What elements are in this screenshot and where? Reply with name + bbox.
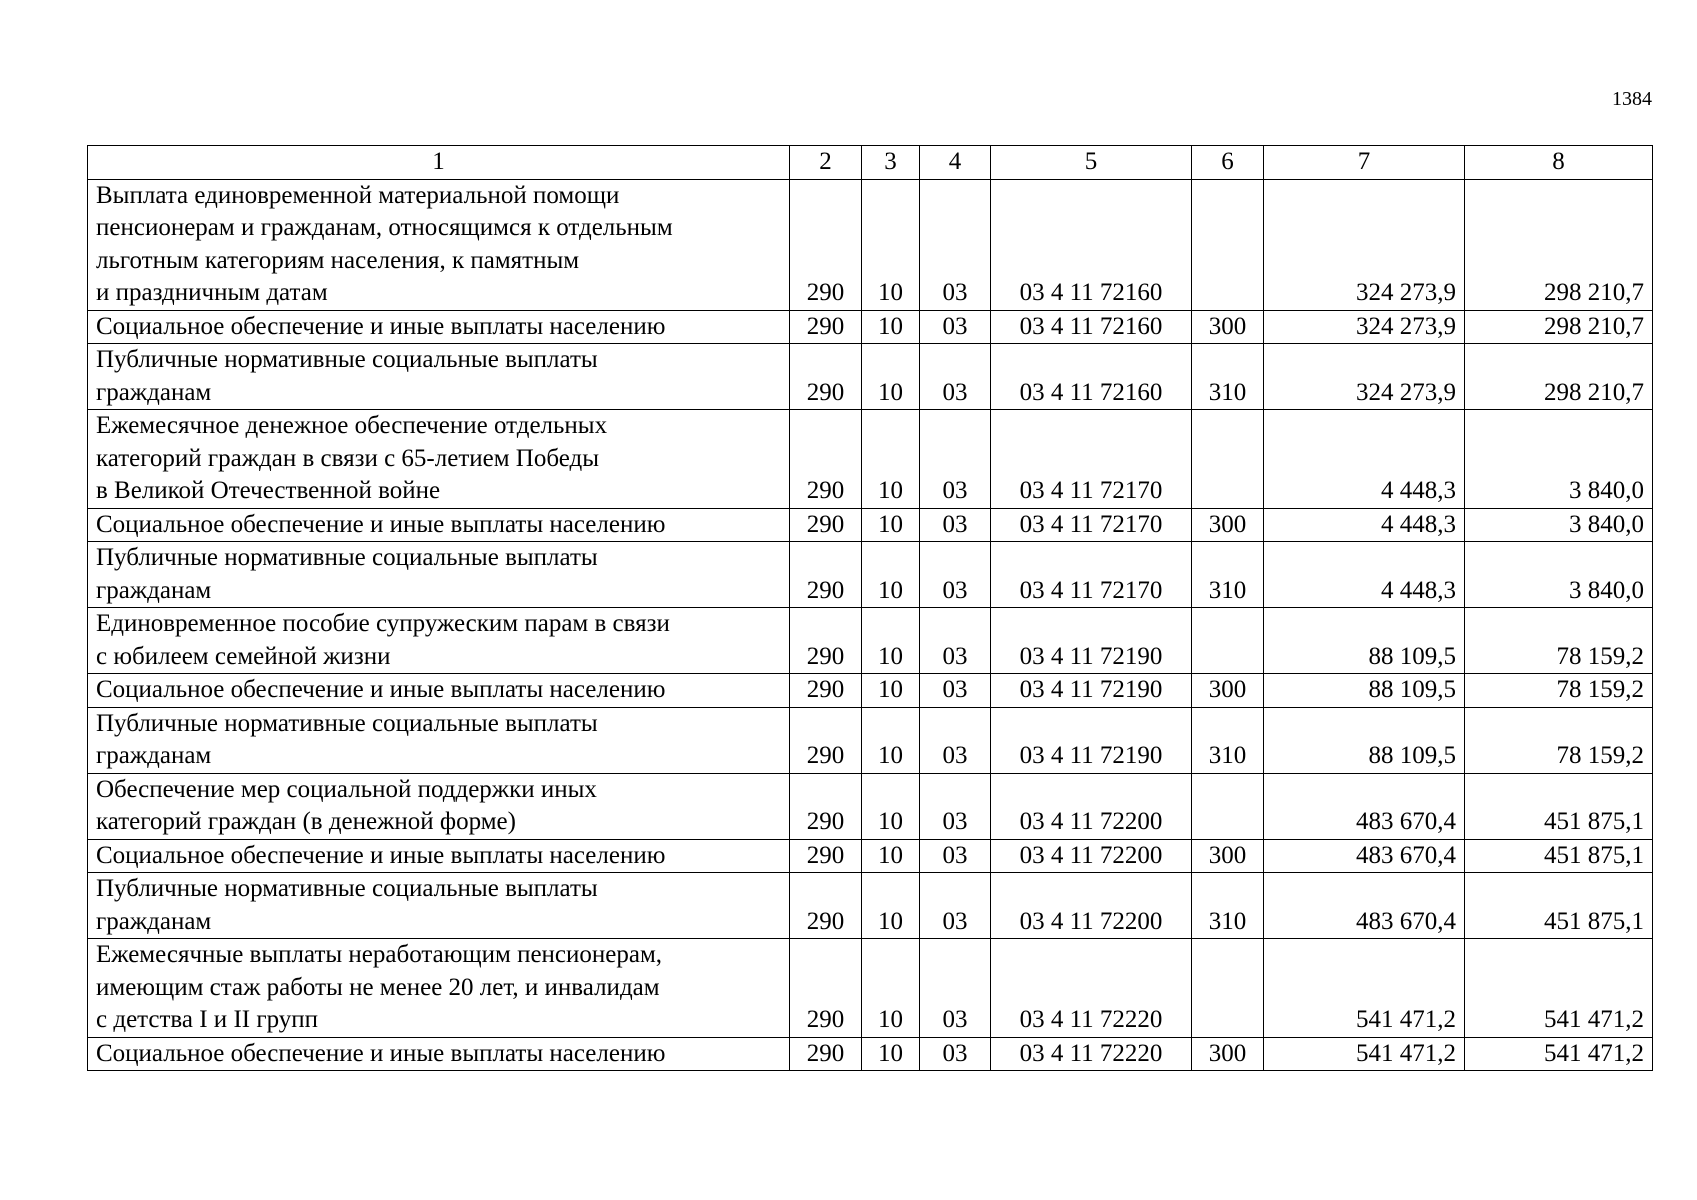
cell-col-4: 03 — [920, 410, 991, 509]
cell-col-8: 3 840,0 — [1465, 542, 1653, 608]
cell-col-5: 03 4 11 72170 — [991, 508, 1192, 542]
cell-col-7: 324 273,9 — [1264, 310, 1465, 344]
cell-col-6: 310 — [1192, 542, 1264, 608]
cell-col-6 — [1192, 179, 1264, 310]
cell-col-5: 03 4 11 72220 — [991, 939, 1192, 1038]
row-name-line: Социальное обеспечение и иные выплаты населению — [96, 312, 666, 340]
cell-col-6: 310 — [1192, 873, 1264, 939]
cell-col-1 — [88, 542, 790, 608]
cell-col-7: 483 670,4 — [1264, 873, 1465, 939]
cell-col-6: 300 — [1192, 310, 1264, 344]
cell-col-8: 541 471,2 — [1465, 1037, 1653, 1071]
cell-col-1 — [88, 1037, 790, 1071]
row-name-line: Единовременное пособие супружеским парам в связи — [96, 610, 670, 637]
cell-col-2: 290 — [790, 674, 862, 708]
cell-col-8: 78 159,2 — [1465, 707, 1653, 773]
cell-col-7: 541 471,2 — [1264, 1037, 1465, 1071]
cell-col-1 — [88, 939, 790, 1038]
cell-col-4: 03 — [920, 839, 991, 873]
cell-col-7: 4 448,3 — [1264, 542, 1465, 608]
cell-col-7: 4 448,3 — [1264, 410, 1465, 509]
table-row — [88, 344, 1653, 410]
cell-col-4: 03 — [920, 707, 991, 773]
column-header-2: 2 — [790, 146, 862, 180]
column-header-5: 5 — [991, 146, 1192, 180]
row-name-line: категорий граждан в связи с 65-летием Победы — [96, 444, 600, 472]
cell-col-7: 324 273,9 — [1264, 179, 1465, 310]
table-row — [88, 707, 1653, 773]
cell-col-2: 290 — [790, 873, 862, 939]
cell-col-3: 10 — [862, 179, 920, 310]
cell-col-3: 10 — [862, 839, 920, 873]
table-row — [88, 410, 1653, 509]
table-row — [88, 179, 1653, 310]
table-row — [88, 542, 1653, 608]
row-name-line: гражданам — [96, 378, 212, 406]
cell-col-2: 290 — [790, 310, 862, 344]
cell-col-7: 4 448,3 — [1264, 508, 1465, 542]
column-header-4: 4 — [920, 146, 991, 180]
cell-col-8: 541 471,2 — [1465, 939, 1653, 1038]
cell-col-1 — [88, 773, 790, 839]
table-row — [88, 939, 1653, 1038]
cell-col-5: 03 4 11 72160 — [991, 179, 1192, 310]
cell-col-7: 483 670,4 — [1264, 839, 1465, 873]
cell-col-3: 10 — [862, 873, 920, 939]
cell-col-4: 03 — [920, 608, 991, 674]
column-header-1: 1 — [88, 146, 790, 180]
cell-col-7: 541 471,2 — [1264, 939, 1465, 1038]
cell-col-5: 03 4 11 72200 — [991, 773, 1192, 839]
cell-col-3: 10 — [862, 608, 920, 674]
cell-col-1 — [88, 410, 790, 509]
row-name-line: Социальное обеспечение и иные выплаты населению — [96, 841, 666, 869]
cell-col-7: 88 109,5 — [1264, 674, 1465, 708]
column-header-6: 6 — [1192, 146, 1264, 180]
cell-col-8: 298 210,7 — [1465, 179, 1653, 310]
cell-col-2: 290 — [790, 508, 862, 542]
cell-col-8: 78 159,2 — [1465, 674, 1653, 708]
cell-col-4: 03 — [920, 674, 991, 708]
cell-col-3: 10 — [862, 773, 920, 839]
column-header-8: 8 — [1465, 146, 1653, 180]
cell-col-5: 03 4 11 72200 — [991, 873, 1192, 939]
cell-col-1 — [88, 508, 790, 542]
cell-col-5: 03 4 11 72220 — [991, 1037, 1192, 1071]
cell-col-5: 03 4 11 72160 — [991, 310, 1192, 344]
cell-col-5: 03 4 11 72190 — [991, 707, 1192, 773]
table-row — [88, 839, 1653, 873]
column-header-7: 7 — [1264, 146, 1465, 180]
cell-col-2: 290 — [790, 344, 862, 410]
table-body — [88, 146, 1653, 1071]
cell-col-5: 03 4 11 72190 — [991, 608, 1192, 674]
cell-col-6 — [1192, 410, 1264, 509]
cell-col-4: 03 — [920, 873, 991, 939]
cell-col-1 — [88, 839, 790, 873]
cell-col-6: 300 — [1192, 508, 1264, 542]
cell-col-7: 483 670,4 — [1264, 773, 1465, 839]
cell-col-8: 78 159,2 — [1465, 608, 1653, 674]
cell-col-1 — [88, 310, 790, 344]
row-name-line: Публичные нормативные социальные выплаты — [96, 544, 598, 571]
row-name-line: Публичные нормативные социальные выплаты — [96, 709, 598, 737]
row-name-line: Обеспечение мер социальной поддержки иных — [96, 775, 597, 803]
row-name-line: льготным категориям населения, к памятным — [96, 246, 580, 274]
row-name-line: в Великой Отечественной войне — [96, 477, 441, 504]
row-name-line: с юбилеем семейной жизни — [96, 642, 391, 670]
cell-col-1 — [88, 179, 790, 310]
cell-col-6: 300 — [1192, 1037, 1264, 1071]
row-name-line: пенсионерам и гражданам, относящимся к отдельным — [96, 214, 673, 241]
cell-col-5: 03 4 11 72160 — [991, 344, 1192, 410]
cell-col-8: 451 875,1 — [1465, 773, 1653, 839]
cell-col-2: 290 — [790, 179, 862, 310]
cell-col-8: 298 210,7 — [1465, 310, 1653, 344]
row-name-line: Социальное обеспечение и иные выплаты населению — [96, 676, 666, 703]
cell-col-6 — [1192, 773, 1264, 839]
row-name-line: Ежемесячные выплаты неработающим пенсионерам, — [96, 941, 663, 968]
cell-col-3: 10 — [862, 310, 920, 344]
row-name-line: гражданам — [96, 742, 212, 769]
row-name-line: и праздничным датам — [96, 279, 328, 306]
cell-col-1 — [88, 344, 790, 410]
cell-col-2: 290 — [790, 410, 862, 509]
cell-col-4: 03 — [920, 773, 991, 839]
cell-col-3: 10 — [862, 508, 920, 542]
table-row — [88, 873, 1653, 939]
row-name-line: Социальное обеспечение и иные выплаты населению — [96, 510, 666, 538]
table-row — [88, 773, 1653, 839]
cell-col-7: 88 109,5 — [1264, 707, 1465, 773]
cell-col-6: 310 — [1192, 344, 1264, 410]
row-name-line: имеющим стаж работы не менее 20 лет, и инвалидам — [96, 973, 660, 1001]
cell-col-2: 290 — [790, 608, 862, 674]
cell-col-3: 10 — [862, 939, 920, 1038]
cell-col-6: 300 — [1192, 674, 1264, 708]
cell-col-6: 310 — [1192, 707, 1264, 773]
cell-col-4: 03 — [920, 542, 991, 608]
table-row — [88, 310, 1653, 344]
cell-col-2: 290 — [790, 707, 862, 773]
cell-col-1 — [88, 674, 790, 708]
column-header-3: 3 — [862, 146, 920, 180]
row-name-line: Социальное обеспечение и иные выплаты населению — [96, 1039, 666, 1067]
row-name-line: с детства I и II групп — [96, 1006, 319, 1033]
cell-col-6 — [1192, 939, 1264, 1038]
row-name-line: гражданам — [96, 907, 212, 935]
row-name-line: гражданам — [96, 576, 212, 604]
cell-col-8: 451 875,1 — [1465, 839, 1653, 873]
table-header-row — [88, 146, 1653, 180]
table-row — [88, 1037, 1653, 1071]
row-name-line: Публичные нормативные социальные выплаты — [96, 346, 598, 373]
cell-col-2: 290 — [790, 839, 862, 873]
cell-col-2: 290 — [790, 1037, 862, 1071]
cell-col-8: 298 210,7 — [1465, 344, 1653, 410]
cell-col-4: 03 — [920, 508, 991, 542]
cell-col-5: 03 4 11 72170 — [991, 542, 1192, 608]
cell-col-4: 03 — [920, 310, 991, 344]
row-name-line: категорий граждан (в денежной форме) — [96, 808, 516, 835]
cell-col-4: 03 — [920, 344, 991, 410]
cell-col-3: 10 — [862, 707, 920, 773]
cell-col-1 — [88, 873, 790, 939]
row-name-line: Ежемесячное денежное обеспечение отдельных — [96, 412, 608, 439]
table-row — [88, 508, 1653, 542]
row-name-line: Публичные нормативные социальные выплаты — [96, 875, 598, 902]
cell-col-4: 03 — [920, 179, 991, 310]
cell-col-3: 10 — [862, 410, 920, 509]
cell-col-2: 290 — [790, 542, 862, 608]
cell-col-5: 03 4 11 72200 — [991, 839, 1192, 873]
cell-col-5: 03 4 11 72190 — [991, 674, 1192, 708]
table-row — [88, 674, 1653, 708]
cell-col-3: 10 — [862, 1037, 920, 1071]
cell-col-3: 10 — [862, 674, 920, 708]
cell-col-1 — [88, 707, 790, 773]
cell-col-7: 324 273,9 — [1264, 344, 1465, 410]
cell-col-3: 10 — [862, 542, 920, 608]
cell-col-7: 88 109,5 — [1264, 608, 1465, 674]
cell-col-2: 290 — [790, 773, 862, 839]
cell-col-4: 03 — [920, 1037, 991, 1071]
cell-col-2: 290 — [790, 939, 862, 1038]
cell-col-6: 300 — [1192, 839, 1264, 873]
cell-col-3: 10 — [862, 344, 920, 410]
cell-col-5: 03 4 11 72170 — [991, 410, 1192, 509]
table-row — [88, 608, 1653, 674]
cell-col-8: 3 840,0 — [1465, 508, 1653, 542]
cell-col-8: 451 875,1 — [1465, 873, 1653, 939]
row-name-line: Выплата единовременной материальной помощи — [96, 181, 620, 209]
cell-col-8: 3 840,0 — [1465, 410, 1653, 509]
cell-col-6 — [1192, 608, 1264, 674]
cell-col-4: 03 — [920, 939, 991, 1038]
budget-table — [87, 145, 1653, 1071]
page-number: 1384 — [1612, 88, 1652, 110]
cell-col-1 — [88, 608, 790, 674]
